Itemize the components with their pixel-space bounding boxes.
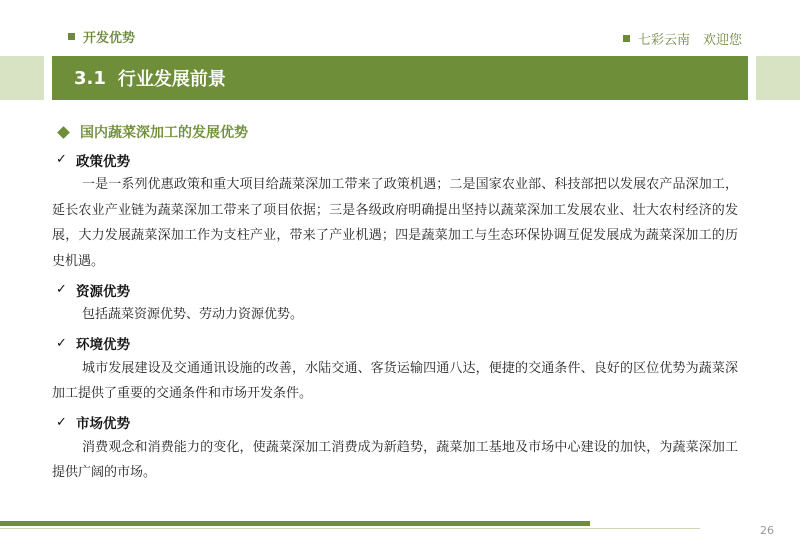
main-content [52, 120, 742, 486]
square-bullet-icon [68, 33, 75, 40]
diamond-bullet-icon [57, 126, 70, 139]
title-bar [52, 56, 748, 100]
header-section-text: 开发优势 [83, 31, 136, 46]
footer-accent-bar [0, 521, 590, 526]
item-body-environment: 城市发展建设及交通通讯设施的改善，水陆交通、客货运输四通八达，便捷的交通条件、良好的区位优势为蔬菜深加工提供了重要的交通条件和市场开发条件。 [52, 360, 738, 401]
item-title: 政策优势 [76, 153, 130, 170]
section-heading-text: 国内蔬菜深加工的发展优势 [80, 125, 248, 141]
header-section-label [68, 27, 135, 46]
header-brand-label [623, 29, 742, 48]
square-bullet-icon [623, 35, 630, 42]
item-heading-environment [52, 331, 742, 356]
right-accent-block [756, 56, 800, 100]
header-brand-text: 七彩云南 欢迎您 [637, 33, 742, 48]
item-heading-policy [52, 147, 742, 172]
checkmark-icon: ✓ [56, 414, 67, 430]
page-title: 行业发展前景 [117, 69, 226, 90]
title-number: 3.1 [74, 67, 106, 89]
checkmark-icon: ✓ [56, 152, 67, 167]
item-title: 市场优势 [76, 416, 130, 432]
page-number: 26 [760, 524, 774, 537]
item-body-market: 消费观念和消费能力的变化，使蔬菜深加工消费成为新趋势，蔬菜加工基地及市场中心建设的加快，为蔬菜深加工提供广阔的市场。 [52, 439, 738, 480]
item-heading-market [52, 410, 742, 435]
checkmark-icon: ✓ [56, 335, 67, 351]
item-title: 环境优势 [76, 337, 130, 353]
item-title: 资源优势 [76, 283, 130, 300]
section-heading [56, 120, 742, 144]
left-accent-block [0, 56, 44, 100]
footer-divider [0, 528, 700, 529]
checkmark-icon: ✓ [56, 282, 67, 297]
item-body-resource: 包括蔬菜资源优势、劳动力资源优势。 [82, 307, 304, 322]
item-heading-resource [52, 277, 742, 302]
item-body-policy: 一是一系列优惠政策和重大项目给蔬菜深加工带来了政策机遇；二是国家农业部、科技部把以发展农产品深加工，延长农业产业链为蔬菜深加工带来了项目依据；三是各级政府明确提出坚持以蔬菜深加工发展农业、壮大农村经济的发展，大力发展蔬菜深加工作为支柱产业，带来了产业机遇；四是蔬菜加工与生态环保协调互促发展成为蔬菜深加工的历史机遇。 [52, 177, 738, 269]
